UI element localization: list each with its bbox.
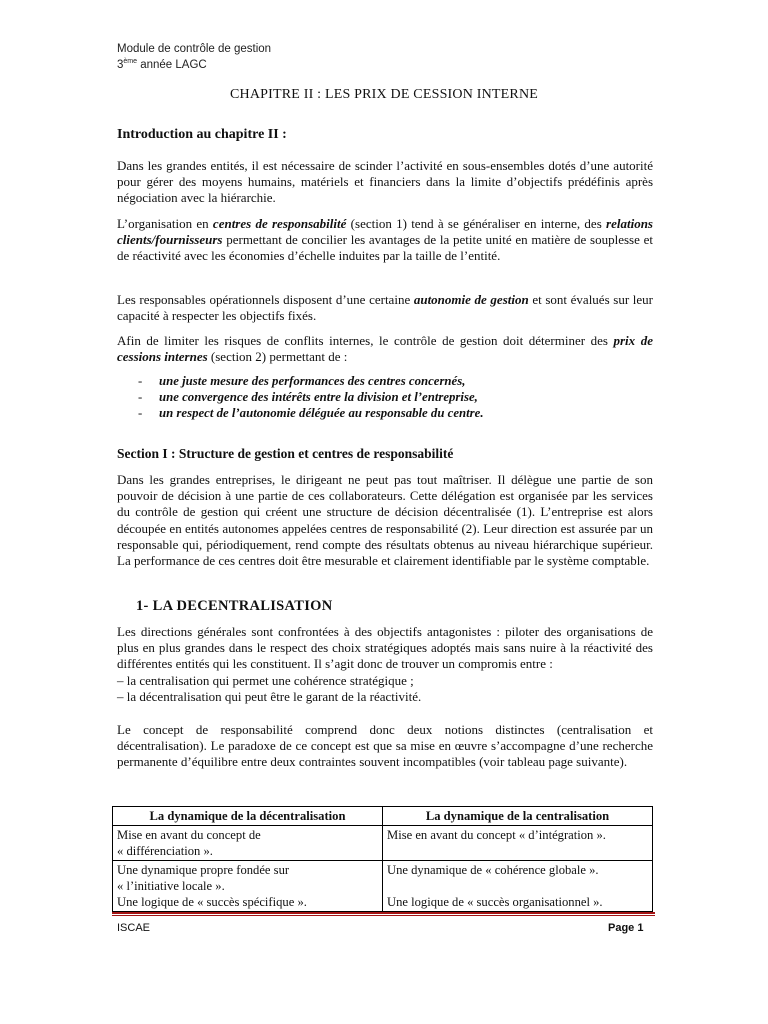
paragraph-1: Dans les grandes entités, il est nécessaire de scinder l’activité en sous-ensembles dotés d’une autorité pour gérer des moyens humains, matériels et financiers dans la limite d’objectifs prédéfinis après négociation avec la hiérarchie.	[117, 158, 653, 206]
chapter-title: CHAPITRE II : LES PRIX DE CESSION INTERNE	[229, 87, 539, 102]
dynamics-table	[112, 806, 653, 912]
list-line-centralisation: – la centralisation qui permet une cohérence stratégique ;	[117, 672, 414, 688]
paragraph-6: Les directions générales sont confrontées à des objectifs antagonistes : piloter des organisations de plus en plus grandes dans le respect des choix stratégiques adoptés mais sans nuire à la réactivité des différentes entités qui les constituent. Il s’agit donc de trouver un compromis entre : – la centralisation qui permet une cohérence stratégique ; – la décentralisation qui peut être le garant de la réactivité.	[117, 624, 653, 704]
footer-rule	[112, 912, 655, 914]
table-row	[113, 861, 653, 912]
table-row	[113, 826, 653, 861]
header-module: Module de contrôle de gestion	[117, 43, 272, 55]
table-header-cell: La dynamique de la centralisation	[383, 807, 653, 826]
list-line-decentralisation: – la décentralisation qui peut être le garant de la réactivité.	[117, 688, 422, 704]
document-page: Module de contrôle de gestion 3ème année LAGC CHAPITRE II : LES PRIX DE CESSION INTERNE Introduction au chapitre II : Dans les grandes entités, il est nécessaire de scinder l’activité en sous-ensembles dotés d’une autorité pour gérer des moyens humains, matériels et financiers dans la limite d’objectifs prédéfinis après négociation avec la hiérarchie. L’organisation en centres de responsabilité (section 1) tend à se généraliser en interne, des relations clients/fournisseurs permettant de concilier les avantages de la petite unité en matière de souplesse et de réactivité avec les économies d’échelle induites par la taille de l’entité. Les responsables opérationnels disposent d’une certaine autonomie de gestion et sont évalués sur leur capacité à respecter les objectifs fixés. Afin de limiter les risques de conflits internes, le contrôle de gestion doit déterminer des prix de cessions internes (section 2) permettant de : - une juste mesure des performances des centres concernés, - une convergence des intérêts entre la division et l’entreprise, - un respect de l’autonomie déléguée au responsable du centre. Section I : Structure de gestion et centres de responsabilité Dans les grandes entreprises, le dirigeant ne peut pas tout maîtriser. Il délègue une partie de son pouvoir de décision à une partie de ces collaborateurs. Cette délégation est organisée par les services du contrôle de gestion qui créent une structure de décision décentralisée (1). L’entreprise est alors découpée en entités autonomes appelées centres de responsabilité (2). Leur direction est assurée par un responsable qui, périodiquement, rend compte des résultats obtenus au niveau hiérarchique supérieur. La performance de ces centres doit être mesurable et clairement identifiable par le système comptable. 1- LA DECENTRALISATION Les directions générales sont confrontées à des objectifs antagonistes : piloter des organisations de plus en plus grandes dans le respect des choix stratégiques adoptés mais sans nuire à la réactivité des différentes entités qui les constituent. Il s’agit donc de trouver un compromis entre : – la centralisation qui permet une cohérence stratégique ; – la décentralisation qui peut être le garant de la réactivité. Le concept de responsabilité comprend donc deux notions distinctes (centralisation et décentralisation). Le paradoxe de ce concept est que sa mise en œuvre s’accompagne d’une recherche permanente d’équilibre entre deux contraintes souvent incompatibles (voir tableau page suivante). La dynamique de la décentralisation La dynamique de la centralisation Mise en avant du concept de « différenciation ». Mise en avant du concept « d’intégration ». Une dynamique propre fondée sur « l’initiative locale ». Une logique de « succès spécifique ». Une dynamique de « cohérence globale ». Une logique de « succès organisationnel ». ISCAE Page 1	[0, 0, 768, 1024]
paragraph-5: Dans les grandes entreprises, le dirigeant ne peut pas tout maîtriser. Il délègue une partie de son pouvoir de décision à une partie de ces collaborateurs. Cette délégation est organisée par les services du contrôle de gestion qui créent une structure de décision décentralisée (1). L’entreprise est alors découpée en entités autonomes appelées centres de responsabilité (2). Leur direction est assurée par un responsable qui, périodiquement, rend compte des résultats obtenus au niveau hiérarchique supérieur. La performance de ces centres doit être mesurable et clairement identifiable par le système comptable.	[117, 472, 653, 569]
table-header-cell: La dynamique de la décentralisation	[113, 807, 383, 826]
section-1-heading: Section I : Structure de gestion et centres de responsabilité	[117, 446, 454, 461]
footer-rule-thin	[112, 915, 655, 916]
table-cell: Une dynamique propre fondée sur « l’initiative locale ». Une logique de « succès spécifique ».	[113, 861, 383, 912]
table-cell: Mise en avant du concept « d’intégration ».	[383, 826, 653, 861]
paragraph-7: Le concept de responsabilité comprend donc deux notions distinctes (centralisation et décentralisation). Le paradoxe de ce concept est que sa mise en œuvre s’accompagne d’une recherche permanente d’équilibre entre deux contraintes souvent incompatibles (voir tableau page suivante).	[117, 722, 653, 770]
table-cell: Une dynamique de « cohérence globale ». Une logique de « succès organisationnel ».	[383, 861, 653, 912]
footer-school: ISCAE	[117, 922, 151, 934]
paragraph-4: Afin de limiter les risques de conflits internes, le contrôle de gestion doit déterminer des prix de cessions internes (section 2) permettant de :	[117, 333, 653, 365]
page-number: Page 1	[608, 922, 644, 934]
paragraph-2: L’organisation en centres de responsabilité (section 1) tend à se généraliser en interne, des relations clients/fournisseurs permettant de concilier les avantages de la petite unité en matière de souplesse et de réactivité avec les économies d’échelle induites par la taille de l’entité.	[117, 216, 653, 264]
subsection-heading: 1- LA DECENTRALISATION	[136, 598, 333, 614]
table-cell: Mise en avant du concept de « différenciation ».	[113, 826, 383, 861]
header-year: 3ème année LAGC	[117, 58, 207, 71]
table-header-row	[113, 807, 653, 826]
intro-heading: Introduction au chapitre II :	[117, 127, 287, 142]
paragraph-3: Les responsables opérationnels disposent d’une certaine autonomie de gestion et sont évalués sur leur capacité à respecter les objectifs fixés.	[117, 292, 653, 324]
